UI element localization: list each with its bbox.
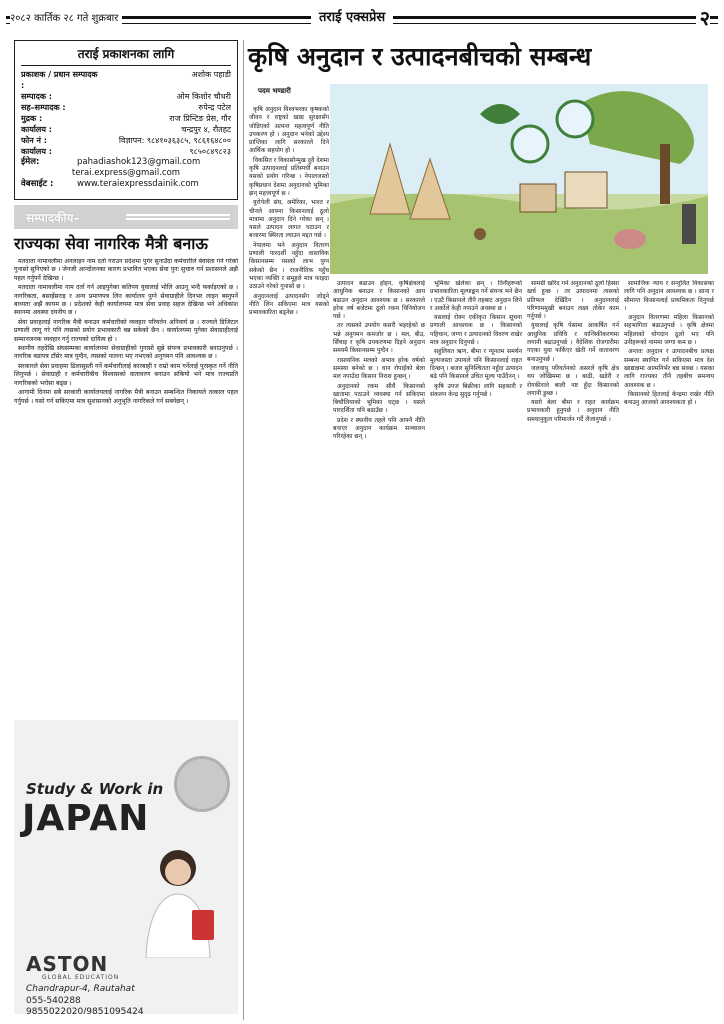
masthead-title: तराई प्रकाशनका लागि (21, 45, 231, 66)
masthead-row (21, 146, 231, 157)
article-paragraph: किसानको हितलाई केन्द्रमा राखेर नीति बनाउनु आजको आवश्यकता हो । (624, 390, 714, 407)
article-paragraph: विकसित र विकासोन्मुख दुवै देशमा कृषि उत्पादनलाई प्रतिस्पर्धी बनाउन यसको प्रयोग गरिन्छ । नेपालजस्तो कृषिप्रधान देशमा अनुदानको भूमिका झन् महत्त्वपूर्ण छ । (249, 156, 329, 197)
masthead-row (21, 113, 231, 124)
masthead-row (21, 102, 231, 113)
article-paragraph: अन्ततः अनुदान र उत्पादनबीच प्रत्यक्ष सम्बन्ध स्थापित गर्न सकिएमा मात्र देश खाद्यान्नमा आत्मनिर्भर बन्न सक्छ । यसका लागि राज्यका तीनै तहबीच समन्वय आवश्यक छ । (624, 348, 714, 389)
ad-phone-1[interactable]: 055-540288 (26, 996, 81, 1006)
email-primary[interactable]: pahadiashok123@gmail.com (77, 157, 201, 167)
column-divider (243, 40, 244, 1020)
ad-phone-2[interactable]: 9855022020/9851095424 (26, 1007, 144, 1014)
article-paragraph: अनुदान वितरणमा महिला किसानको सहभागिता बढाउनुपर्छ । कृषि क्षेत्रमा महिलाको योगदान ठूलो भए पनि उनीहरूको नाममा जग्गा कम छ । (624, 314, 714, 347)
editorial-band (14, 205, 238, 229)
editorial-paragraph: आगामी दिनमा सबै सरकारी कार्यालयलाई नागरिक मैत्री बनाउन सम्बन्धित निकायले तत्काल पहल गर्नुपर्छ । यसो गर्न सकिएमा मात्र सुशासनको अनुभूति नागरिकले गर्न सक्नेछन् । (14, 389, 238, 405)
stamp-icon (174, 756, 230, 812)
article-paragraph: भूमिका खेलेका छन् । तिनीहरूको प्रभावकारिता मूल्याङ्कन गर्ने संयन्त्र भने छैन । एउटै किसानले तीनै तहबाट अनुदान लिने र अर्कोले केही नपाउने अवस्था छ । (430, 280, 522, 312)
article-column-5 (624, 280, 714, 1014)
website-row (21, 179, 231, 190)
ad-logo: ASTON (26, 952, 109, 976)
ad-country: JAPAN (22, 798, 150, 839)
masthead-row-value: विज्ञापन: ९८४१०३६३८५, ९८६१६४८०० (118, 136, 231, 145)
person-illustration-icon (134, 840, 218, 958)
masthead-row-label: प्रकाशक / प्रधान सम्पादक : (21, 70, 98, 90)
article-paragraph: सामाजिक न्याय र सन्तुलित विकासका लागि पनि अनुदान आवश्यक छ । साना र सीमान्त किसानलाई प्राथमिकता दिनुपर्छ । (624, 280, 714, 312)
website-label: वेबसाईट : (21, 179, 54, 189)
article-paragraph: उत्पादन बढाउन होइन, कृषिक्षेत्रलाई आधुनिक बनाउन र किसानको आय बढाउन अनुदान आवश्यक छ । सरकारले हरेक वर्ष बजेटमा ठूलो रकम विनियोजन गर्छ । (333, 280, 425, 321)
masthead-row-label: सह–सम्पादक : (21, 103, 66, 112)
page-number: २ (696, 4, 710, 31)
article-paragraph: अनुदानको रकम सीधै किसानको खातामा पठाउने व्यवस्था गर्न सकिएमा बिचौलियाको भूमिका घट्छ । यसले पारदर्शिता पनि बढाउँछ । (333, 382, 425, 415)
article-paragraph: जलवायु परिवर्तनको असरले कृषि क्षेत्र थप जोखिममा छ । बाढी, खडेरी र रोगकीराले बाली नष्ट हुँदा किसानको लगानी डुब्छ । (527, 364, 619, 397)
masthead-row (21, 69, 231, 91)
editorial-title: राज्यका सेवा नागरिक मैत्री बनाऊ (14, 234, 208, 253)
masthead-row (21, 135, 231, 146)
article-byline: पदम भण्डारी (258, 87, 291, 95)
masthead-row-value: ९८५०८४९८२३ (189, 147, 231, 156)
article-column-4 (527, 280, 619, 1014)
article-column-3 (430, 280, 522, 1014)
article-paragraph: नेपालमा भने अनुदान वितरण प्रणाली पारदर्शी नहुँदा वास्तविक किसानसम्म यसको लाभ पुग्न सकेको छैन । राजनीतिक पहुँच भएका व्यक्ति र समूहले मात्र फाइदा उठाउने गरेको गुनासो छ । (249, 241, 329, 291)
ad-address: Chandrapur-4, Rautahat (26, 984, 135, 994)
article-paragraph: कृषि अनुदान विश्वभरका कृषकको जीवन र राष्ट्रको खाद्य सुरक्षासँग जोडिएको अत्यन्त महत्वपूर्ण नीति उपकरण हो । अनुदान भनेको उद्देश्य प्राप्तिका लागि सरकारले दिने आर्थिक सहयोग हो । (249, 106, 329, 155)
masthead-row-value: चन्द्रपुर ४, रौतहट (181, 125, 231, 134)
ad-logo-sub: GLOBAL EDUCATION (42, 974, 120, 981)
masthead-row-value: अशोक पहाडी (191, 70, 231, 79)
masthead-rows (21, 69, 231, 157)
article-paragraph: यसलाई रोक्न एकीकृत किसान सूचना प्रणाली आवश्यक छ । किसानको पहिचान, जग्गा र उत्पादनको विवरण राखेर मात्र अनुदान दिनुपर्छ । (430, 314, 522, 347)
editorial-paragraph: सेवा प्रवाहलाई नागरिक मैत्री बनाउन कर्मचारीको व्यवहार परिवर्तन अनिवार्य छ । राज्यले डिजिटल प्रणाली लागू गरे पनि त्यसको प्रयोग प्रभावकारी बन्न सकेको छैन । कार्यालयमा पुगेका सेवाग्राहीलाई सम्मानजनक व्यवहार गर्नु राज्यको दायित्व हो । (14, 318, 238, 343)
email-label: ईमेल: (21, 157, 40, 167)
masthead-row-label: मुद्रक : (21, 114, 43, 123)
masthead-box (14, 40, 238, 200)
masthead-row-label: फोन नं : (21, 136, 47, 145)
ad-tagline: Study & Work in (26, 780, 164, 798)
advertisement[interactable] (14, 720, 238, 1014)
paper-name: तराई एक्सप्रेस (311, 7, 393, 25)
article-paragraph: कृषि उपज बिक्रीका लागि सहकारी र संकलन केन्द्र सुदृढ गर्नुपर्छ । (430, 382, 522, 398)
article-paragraph: रासायनिक मलको अभाव हरेक वर्षको समस्या बनेको छ । धान रोपाइँको बेला मल नपाउँदा किसान निराश हुन्छन् । (333, 356, 425, 381)
masthead-row-label: सम्पादक : (21, 92, 52, 101)
masthead-row-label: कार्यालय : (21, 147, 52, 156)
article-paragraph: युरोपेली संघ, अमेरिका, भारत र चीनले आफ्ना किसानलाई ठूलो मात्रामा अनुदान दिने गरेका छन् । यसले उत्पादन लागत घटाउन र बजारमा स्थिरता ल्याउन मद्दत गर्छ । (249, 199, 329, 240)
article-paragraph: सामग्री खरिद गर्न अनुदानको ठूलो हिस्सा खर्च हुन्छ । तर उत्पादनमा त्यसको प्रतिफल देखिँदैन । अनुदानलाई परिणाममुखी बनाउन लक्ष्य तोकेर काम गर्नुपर्छ । (527, 280, 619, 321)
email-secondary[interactable]: terai.express@gmail.com (71, 168, 181, 178)
article-paragraph: सहुलियत ऋण, बीमा र न्यूनतम समर्थन मूल्यजस्ता उपायले पनि किसानलाई राहत दिन्छन् । बजार सुनिश्चितता नहुँदा उत्पादन बढे पनि किसानले उचित मूल्य पाउँदैनन् । (430, 348, 522, 381)
article-column-2 (333, 280, 425, 1014)
editorial-paragraph: मतदाता नामावलीमा नाम दर्ता गर्न आइपुगेका कतिपय युवालाई भोलि आउनू भन्दै फर्काइएको छ । नागरिकता, बसाइँसराइ र अन्य प्रमाणपत्र लिन कार्यालय पुग्ने सेवाग्राहीले दिनभर लाइन बस्नुपर्ने बाध्यता अझै कायम छ । प्रदेशको केही कार्यालयमा मात्र सेवा प्रवाह सहज देखिन्छ भने अधिकांश स्थानमा अवस्था दयनीय छ । (14, 284, 238, 317)
editorial-paragraph: सरकारले सेवा प्रवाहमा ढिलासुस्ती गर्ने कर्मचारीलाई कारबाही र राम्रो काम गर्नेलाई पुरस्कृत गर्ने नीति लिनुपर्छ । सेवाग्राही र कर्मचारीबीच विश्वासको वातावरण बनाउन सकियो भने मात्र राज्यप्रति नागरिकको भरोसा बढ्छ । (14, 362, 238, 387)
article-paragraph: प्रदेश र स्थानीय तहले पनि आफ्नै नीति बनाएर अनुदान कार्यक्रम सञ्चालन गरिरहेका छन् । (333, 416, 425, 441)
masthead-row-value: राज प्रिन्टिङ प्रेस, गौर (169, 114, 231, 123)
article-paragraph: अनुदानलाई उत्पादनसँग जोड्ने नीति लिन सकिएमा मात्र यसको प्रभावकारिता बढ्नेछ । (249, 292, 329, 317)
masthead-row (21, 91, 231, 102)
email-row (21, 157, 231, 168)
editorial-label: सम्पादकीय– (26, 211, 80, 225)
article-paragraph: यस्तो बेला बीमा र राहत कार्यक्रम प्रभावकारी हुनुपर्छ । अनुदान नीति समयानुकूल परिमार्जन गर्दै लैजानुपर्छ । (527, 399, 619, 423)
editorial-band-lines (126, 214, 230, 220)
article-column-1 (249, 96, 329, 1014)
editorial-paragraph: स्थानीय तहदेखि संघसम्मका कार्यालयमा सेवाग्राहीको गुनासो सुन्ने संयन्त्र प्रभावकारी बनाउनुपर्छ । नागरिक बडापत्र टाँसेर मात्र पुग्दैन, त्यसको पालना भए नभएको अनुगमन पनि आवश्यक छ । (14, 345, 238, 361)
masthead-row (21, 124, 231, 135)
masthead-row-value: रुपेन्द्र पटेल (198, 103, 231, 112)
agriculture-illustration-icon (330, 84, 708, 274)
issue-date: २०८२ कार्तिक २८ गते शुक्रबार (10, 10, 122, 24)
article-paragraph: तर त्यसको उपयोग कसरी भइरहेको छ भन्ने अनुगमन कमजोर छ । मल, बीउ, सिँचाइ र कृषि उपकरणमा दिइने अनुदान समयमै किसानसम्म पुग्दैन । (333, 322, 425, 355)
page-header (6, 4, 718, 32)
editorial-paragraph: मतदाता नामावलीमा अनलाइन नाम दर्ता गराउन प्रदेशमा पुगेर सुनाउँदा कर्मचारीले बेवास्ता गर्ने गरेको गुनासो सुनिएको छ । जेनजी आन्दोलनका कारण प्रभावित भएका सेवा पुनः सुचारु गर्न प्रशासनले अझै पहल गर्नुपर्ने देखिन्छ । (14, 258, 238, 282)
website-link[interactable]: www.teraiexpressdainik.com (77, 179, 199, 189)
editorial-body (14, 258, 238, 710)
article-headline: कृषि अनुदान र उत्पादनबीचको सम्बन्ध (248, 42, 592, 71)
article-paragraph: युवालाई कृषि पेसामा आकर्षित गर्न आधुनिक प्रविधि र यान्त्रिकीकरणमा लगानी बढाउनुपर्छ । वैदेशिक रोजगारीमा गएका युवा फर्किएर खेती गर्ने वातावरण बनाउनुपर्छ । (527, 322, 619, 363)
masthead-row-value: ओम किशोर चौधरी (176, 92, 231, 101)
masthead-row-label: कार्यालय : (21, 125, 52, 134)
